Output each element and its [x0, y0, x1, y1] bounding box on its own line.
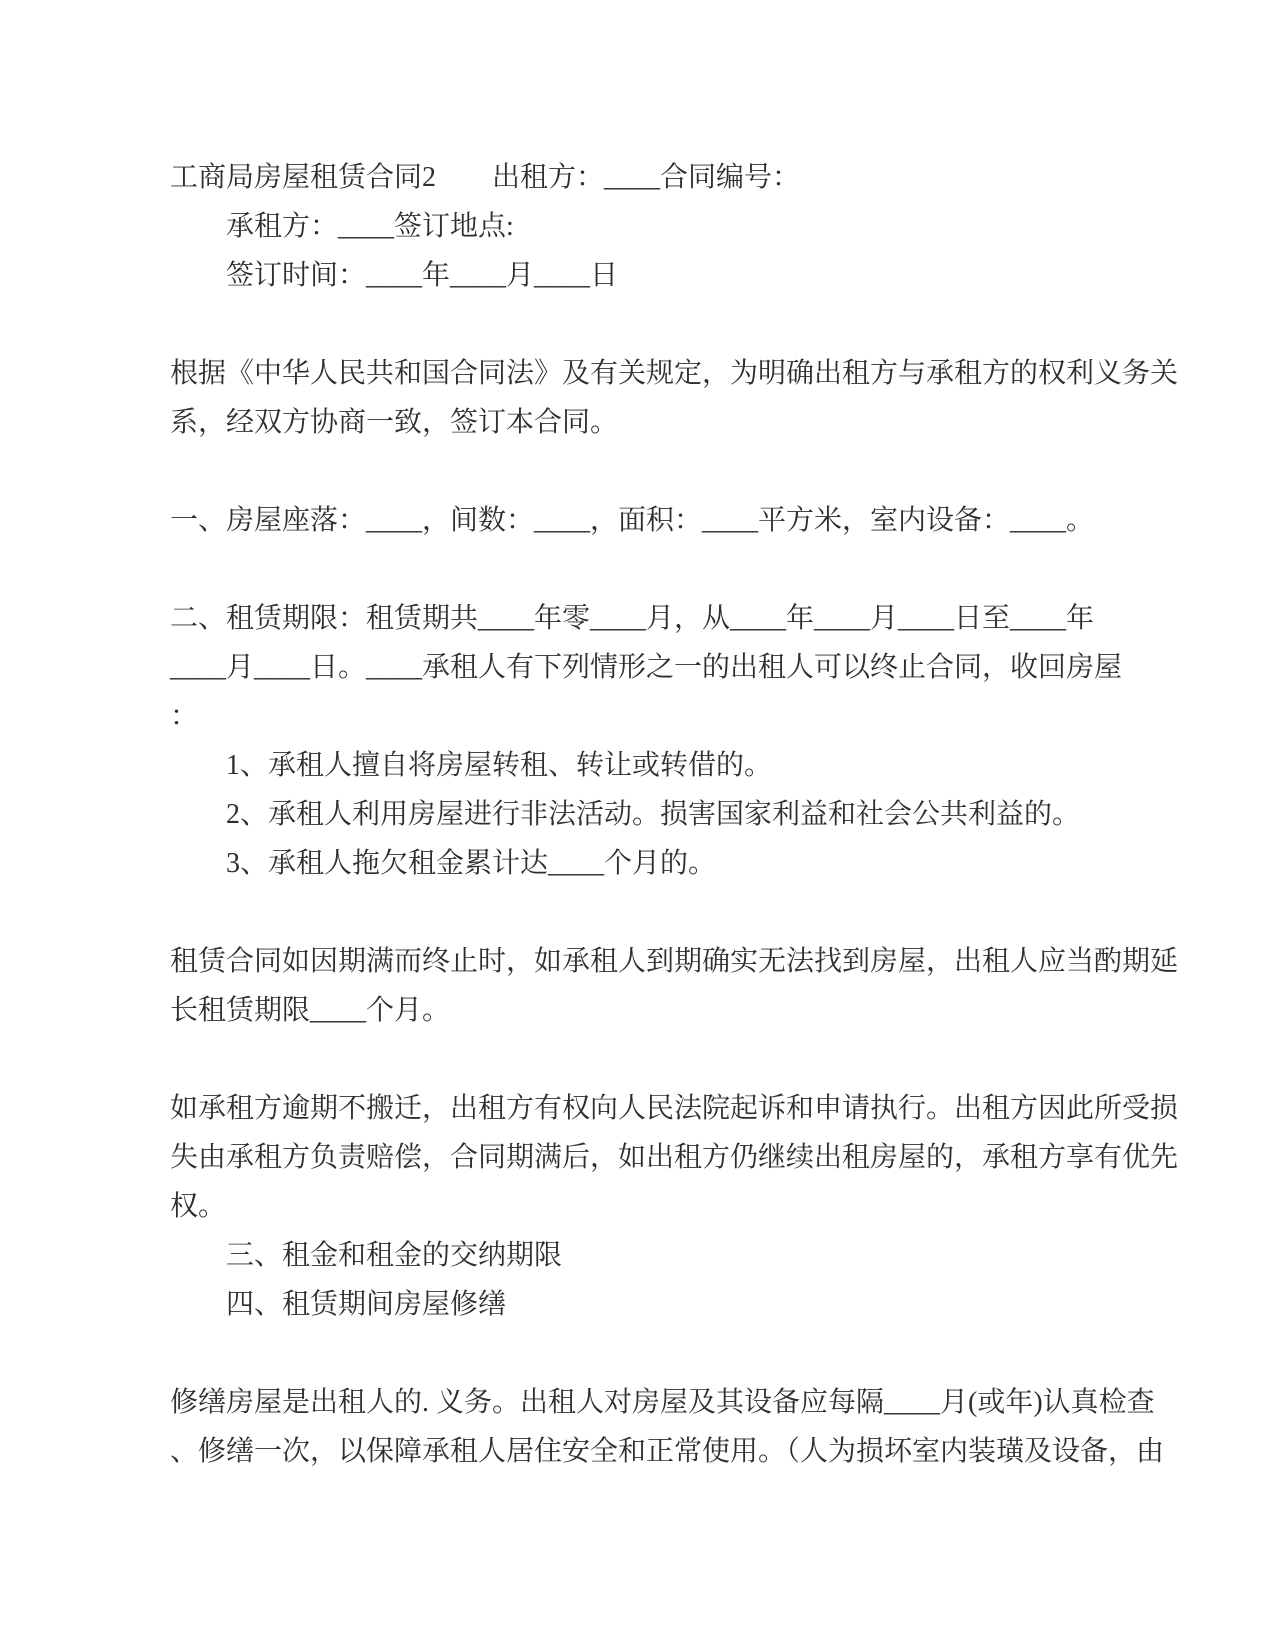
renewal-paragraph-line-2: 长租赁期限____个月。	[170, 995, 451, 1026]
blank-line	[170, 888, 1145, 937]
intro-paragraph-line-1: 根据《中华人民共和国合同法》及有关规定，为明确出租方与承租方的权利义务关	[170, 358, 1179, 389]
sign-time-line: 签订时间：____年____月____日	[226, 260, 619, 291]
clause-2-line-1: 二、租赁期限：租赁期共____年零____月，从____年____月____日至____年	[170, 603, 1095, 634]
clause-2-line-2: ____月____日。____承租人有下列情形之一的出租人可以终止合同，收回房屋	[170, 652, 1123, 683]
lessee-line: 承租方：____签订地点:	[226, 211, 514, 242]
title-header-line: 工商局房屋租赁合同2 出租方：____合同编号：	[170, 162, 801, 193]
blank-line	[170, 300, 1145, 349]
repair-paragraph-line-1: 修缮房屋是出租人的. 义务。出租人对房屋及其设备应每隔____月(或年)认真检查	[170, 1387, 1155, 1418]
list-item-1: 1、承租人擅自将房屋转租、转让或转借的。	[226, 750, 773, 781]
clause-2-line-3: ：	[170, 701, 199, 732]
blank-line	[170, 1035, 1145, 1084]
clause-1-line: 一、房屋座落：____，间数：____，面积：____平方米，室内设备：____。	[170, 505, 1095, 536]
overdue-paragraph-line-2: 失由承租方负责赔偿，合同期满后，如出租方仍继续出租房屋的，承租方享有优先	[170, 1142, 1179, 1173]
intro-paragraph-line-2: 系，经双方协商一致，签订本合同。	[170, 407, 619, 438]
renewal-paragraph-line-1: 租赁合同如因期满而终止时，如承租人到期确实无法找到房屋，出租人应当酌期延	[170, 946, 1179, 977]
overdue-paragraph-line-1: 如承租方逾期不搬迁，出租方有权向人民法院起诉和申请执行。出租方因此所受损	[170, 1093, 1179, 1124]
list-item-2: 2、承租人利用房屋进行非法活动。损害国家利益和社会公共利益的。	[226, 799, 1081, 830]
overdue-paragraph-line-3: 权。	[170, 1191, 227, 1222]
document-body	[170, 153, 1179, 1476]
list-item-3: 3、承租人拖欠租金累计达____个月的。	[226, 848, 717, 879]
blank-line	[170, 545, 1145, 594]
clause-3-heading: 三、租金和租金的交纳期限	[226, 1240, 563, 1271]
blank-line	[170, 1329, 1145, 1378]
repair-paragraph-line-2: 、修缮一次，以保障承租人居住安全和正常使用。（人为损坏室内装璜及设备，由	[170, 1436, 1165, 1467]
clause-4-heading: 四、租赁期间房屋修缮	[226, 1289, 507, 1320]
blank-line	[170, 447, 1145, 496]
